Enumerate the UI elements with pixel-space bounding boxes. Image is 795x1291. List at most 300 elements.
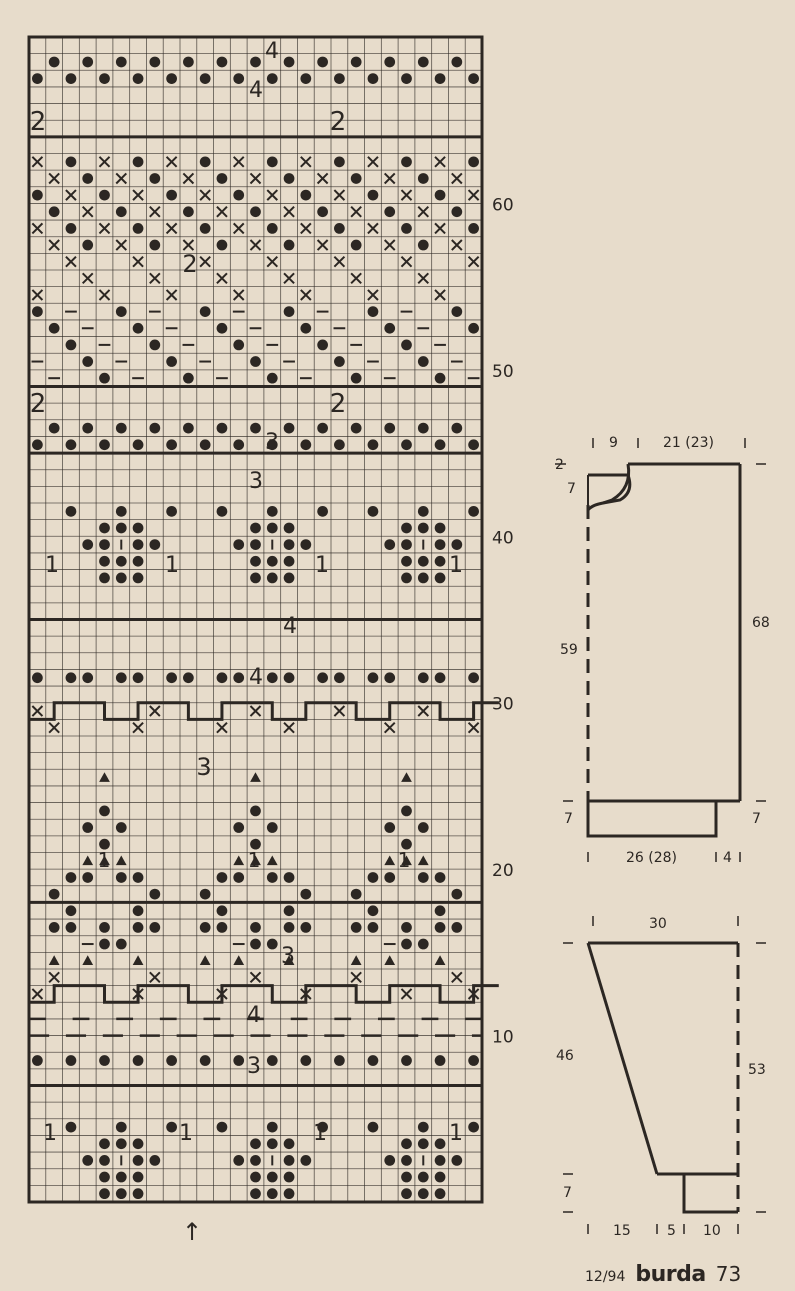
dot-symbol [133,1172,144,1183]
dot-symbol [401,156,412,167]
dot-symbol [418,939,429,950]
dot-symbol [368,872,379,883]
motif-label: 1 [449,553,463,578]
dot-symbol [368,922,379,933]
front-neck-drop: 7 [567,481,576,497]
dot-symbol [133,1155,144,1166]
dot-symbol [267,573,278,584]
dot-symbol [66,506,77,517]
dot-symbol [149,922,160,933]
dot-symbol [267,373,278,384]
dot-symbol [468,323,479,334]
row-number: 20 [492,861,514,882]
dot-symbol [233,1155,244,1166]
front-schematic [555,438,766,862]
motif-label: 2 [29,107,47,137]
dot-symbol [200,1055,211,1066]
dot-symbol [284,1188,295,1199]
dot-symbol [116,556,127,567]
dot-symbol [267,672,278,683]
dot-symbol [435,1055,446,1066]
dot-symbol [116,506,127,517]
dot-symbol [284,573,295,584]
dot-symbol [99,523,110,534]
center-arrow-icon: ↑ [182,1218,203,1246]
dot-symbol [32,1055,43,1066]
dot-symbol [250,922,261,933]
motif-label: 2 [182,250,198,278]
dot-symbol [166,506,177,517]
dot-symbol [284,872,295,883]
dot-symbol [418,672,429,683]
row-number: 40 [492,528,514,549]
dot-symbol [267,1172,278,1183]
dot-symbol [267,73,278,84]
dot-symbol [317,672,328,683]
dot-symbol [116,1188,127,1199]
dot-symbol [217,240,228,251]
dot-symbol [49,423,60,434]
dot-symbol [435,1138,446,1149]
dot-symbol [284,523,295,534]
dot-symbol [418,1172,429,1183]
dot-symbol [49,323,60,334]
dot-symbol [82,240,93,251]
dot-symbol [435,672,446,683]
dot-symbol [66,872,77,883]
dot-symbol [82,872,93,883]
dot-symbol [149,240,160,251]
dot-symbol [200,223,211,234]
issue-label: 12/94 [585,1269,626,1285]
dot-symbol [284,1155,295,1166]
dot-symbol [200,306,211,317]
dot-symbol [217,423,228,434]
dot-symbol [233,73,244,84]
front-length-side: 68 [752,615,770,631]
dot-symbol [149,57,160,68]
dot-symbol [133,556,144,567]
motif-label: 1 [397,848,411,872]
dot-symbol [66,439,77,450]
dot-symbol [418,506,429,517]
dot-symbol [116,822,127,833]
dot-symbol [401,1138,412,1149]
dot-symbol [435,1155,446,1166]
dot-symbol [401,523,412,534]
dot-symbol [317,340,328,351]
dot-symbol [166,672,177,683]
dot-symbol [200,889,211,900]
dot-symbol [99,1172,110,1183]
dot-symbol [418,1138,429,1149]
dot-symbol [217,672,228,683]
dot-symbol [200,922,211,933]
dot-symbol [267,1122,278,1133]
dot-symbol [233,822,244,833]
motif-label: 1 [247,848,261,872]
dot-symbol [183,57,194,68]
sleeve-offset: 15 [613,1223,631,1239]
dot-symbol [149,423,160,434]
dot-symbol [284,306,295,317]
motif-label: 4 [249,78,263,103]
dot-symbol [401,340,412,351]
dot-symbol [32,672,43,683]
dot-symbol [250,556,261,567]
motif-label: 1 [179,1121,193,1146]
dot-symbol [451,922,462,933]
dot-symbol [250,1172,261,1183]
dot-symbol [435,190,446,201]
dot-symbol [116,672,127,683]
dot-symbol [166,73,177,84]
dot-symbol [133,922,144,933]
dot-symbol [66,340,77,351]
dot-symbol [267,1138,278,1149]
dot-symbol [133,323,144,334]
dot-symbol [149,173,160,184]
dot-symbol [99,556,110,567]
dot-symbol [334,156,345,167]
dot-symbol [66,73,77,84]
dot-symbol [233,872,244,883]
dot-symbol [468,1122,479,1133]
dot-symbol [284,423,295,434]
dot-symbol [149,889,160,900]
dot-symbol [99,1155,110,1166]
dot-symbol [116,1172,127,1183]
dot-symbol [401,439,412,450]
dot-symbol [116,1122,127,1133]
dot-symbol [267,523,278,534]
dot-symbol [435,373,446,384]
dot-symbol [284,905,295,916]
dot-symbol [250,57,261,68]
dot-symbol [468,223,479,234]
dot-symbol [267,872,278,883]
dot-symbol [133,539,144,550]
dot-symbol [317,57,328,68]
dot-symbol [351,240,362,251]
dot-symbol [384,822,395,833]
dot-symbol [149,1155,160,1166]
dot-symbol [82,539,93,550]
dot-symbol [401,556,412,567]
dot-symbol [384,423,395,434]
dot-symbol [300,439,311,450]
dot-symbol [317,506,328,517]
dot-symbol [133,1138,144,1149]
dot-symbol [250,423,261,434]
dot-symbol [284,57,295,68]
motif-label: 1 [449,1121,463,1146]
motif-label: 3 [247,1054,261,1079]
dot-symbol [217,922,228,933]
dot-symbol [82,173,93,184]
dot-symbol [66,672,77,683]
dot-symbol [451,206,462,217]
dot-symbol [468,672,479,683]
motif-label: 1 [165,553,179,578]
dot-symbol [250,1188,261,1199]
dot-symbol [250,206,261,217]
dot-symbol [384,872,395,883]
dot-symbol [368,506,379,517]
dot-symbol [82,356,93,367]
dot-symbol [451,539,462,550]
dot-symbol [133,1055,144,1066]
dot-symbol [351,57,362,68]
dot-symbol [233,1055,244,1066]
dot-symbol [99,939,110,950]
dot-symbol [166,1122,177,1133]
dot-symbol [250,1138,261,1149]
dot-symbol [334,356,345,367]
dot-symbol [267,939,278,950]
front-width-shoulder: 21 (23) [663,435,715,451]
dot-symbol [32,190,43,201]
dot-symbol [183,206,194,217]
dot-symbol [401,1188,412,1199]
dot-symbol [384,57,395,68]
dot-symbol [418,1188,429,1199]
dot-symbol [166,190,177,201]
motif-label: 3 [265,430,279,455]
dot-symbol [334,1055,345,1066]
dot-symbol [116,1138,127,1149]
motif-label: 2 [329,107,347,137]
dot-symbol [133,223,144,234]
dot-symbol [116,306,127,317]
dot-symbol [418,523,429,534]
dot-symbol [217,173,228,184]
dot-symbol [183,672,194,683]
motif-label: 1 [43,1121,57,1146]
dot-symbol [368,306,379,317]
page-footer [585,1262,785,1286]
dot-symbol [116,573,127,584]
dot-symbol [217,872,228,883]
dot-symbol [351,889,362,900]
dot-symbol [334,223,345,234]
dot-symbol [435,573,446,584]
dot-symbol [66,905,77,916]
sleeve-cuff-width: 10 [703,1223,721,1239]
dot-symbol [435,922,446,933]
dot-symbol [149,539,160,550]
dot-symbol [435,556,446,567]
dot-symbol [99,373,110,384]
dot-symbol [418,822,429,833]
sleeve-top-width: 30 [649,916,667,932]
dot-symbol [133,672,144,683]
dot-symbol [49,57,60,68]
dot-symbol [49,206,60,217]
motif-label: 3 [249,469,263,494]
dot-symbol [451,889,462,900]
dot-symbol [468,156,479,167]
dot-symbol [166,439,177,450]
motif-label: 2 [29,389,47,419]
dot-symbol [133,573,144,584]
dot-symbol [334,672,345,683]
dot-symbol [267,1188,278,1199]
dot-symbol [384,672,395,683]
dot-symbol [451,1155,462,1166]
dot-symbol [418,423,429,434]
dot-symbol [267,1055,278,1066]
dot-symbol [284,922,295,933]
front-width-neck: 9 [609,435,618,451]
dot-symbol [401,1172,412,1183]
dot-symbol [300,922,311,933]
dot-symbol [200,156,211,167]
dot-symbol [317,423,328,434]
dot-symbol [267,556,278,567]
dot-symbol [82,672,93,683]
dot-symbol [200,439,211,450]
dot-symbol [166,356,177,367]
dot-symbol [250,539,261,550]
sleeve-step: 5 [667,1223,676,1239]
dot-symbol [368,672,379,683]
dot-symbol [250,523,261,534]
dot-symbol [233,190,244,201]
dot-symbol [32,306,43,317]
dot-symbol [468,506,479,517]
brand-logo: burda [635,1262,706,1287]
dot-symbol [401,539,412,550]
dot-symbol [334,73,345,84]
dot-symbol [133,872,144,883]
dot-symbol [418,872,429,883]
dot-symbol [99,1055,110,1066]
dot-symbol [284,556,295,567]
dot-symbol [116,872,127,883]
motif-label: 4 [265,39,279,64]
motif-label: 3 [281,944,295,969]
front-neck-drop-back: 2 [555,457,564,473]
dot-symbol [351,423,362,434]
dot-symbol [384,1155,395,1166]
dot-symbol [217,905,228,916]
dot-symbol [351,373,362,384]
dot-symbol [418,573,429,584]
dot-symbol [217,1122,228,1133]
row-number: 60 [492,195,514,216]
motif-label: 3 [196,753,212,781]
dot-symbol [401,73,412,84]
dot-symbol [401,223,412,234]
dot-symbol [116,939,127,950]
row-number: 50 [492,361,514,382]
dot-symbol [267,156,278,167]
dot-symbol [300,190,311,201]
dot-symbol [368,1055,379,1066]
dot-symbol [384,323,395,334]
dot-symbol [66,1055,77,1066]
dot-symbol [401,939,412,950]
page-number: 73 [715,1262,742,1286]
dot-symbol [133,73,144,84]
dot-symbol [99,539,110,550]
dot-symbol [133,1188,144,1199]
dot-symbol [451,423,462,434]
motif-label: 4 [249,665,263,690]
motif-label: 2 [329,389,347,419]
dot-symbol [32,73,43,84]
dot-symbol [401,806,412,817]
dot-symbol [284,240,295,251]
sleeve-cuff-height: 7 [563,1185,572,1201]
dot-symbol [468,439,479,450]
dot-symbol [435,905,446,916]
dot-symbol [300,1155,311,1166]
dot-symbol [133,905,144,916]
dot-symbol [250,1155,261,1166]
dot-symbol [451,306,462,317]
dot-symbol [99,439,110,450]
dot-symbol [300,73,311,84]
sleeve-length-slope: 46 [556,1048,574,1064]
front-width-bottom: 26 (28) [626,850,678,866]
dot-symbol [250,356,261,367]
dot-symbol [267,506,278,517]
dot-symbol [284,173,295,184]
dot-symbol [435,73,446,84]
dot-symbol [99,1188,110,1199]
motif-label: 4 [283,614,297,639]
front-rib-left: 7 [564,811,573,827]
dot-symbol [284,672,295,683]
dot-symbol [66,922,77,933]
dot-symbol [401,1155,412,1166]
dot-symbol [133,156,144,167]
dot-symbol [233,340,244,351]
dot-symbol [368,905,379,916]
dot-symbol [435,1188,446,1199]
dot-symbol [66,223,77,234]
dot-symbol [267,822,278,833]
dot-symbol [149,340,160,351]
dot-symbol [317,206,328,217]
dot-symbol [284,539,295,550]
dot-symbol [116,523,127,534]
dot-symbol [351,173,362,184]
dot-symbol [250,939,261,950]
dot-symbol [217,506,228,517]
dot-symbol [66,156,77,167]
motif-label: 1 [97,848,111,872]
dot-symbol [435,539,446,550]
dot-symbol [200,73,211,84]
dot-symbol [300,1055,311,1066]
dot-symbol [250,573,261,584]
dot-symbol [99,190,110,201]
dot-symbol [418,1122,429,1133]
motif-label: 1 [45,553,59,578]
dot-symbol [435,872,446,883]
dot-symbol [418,556,429,567]
dot-symbol [233,672,244,683]
dot-symbol [99,573,110,584]
motif-label: 4 [247,1003,261,1028]
dot-symbol [300,889,311,900]
dot-symbol [300,539,311,550]
dot-symbol [368,439,379,450]
dot-symbol [99,1138,110,1149]
